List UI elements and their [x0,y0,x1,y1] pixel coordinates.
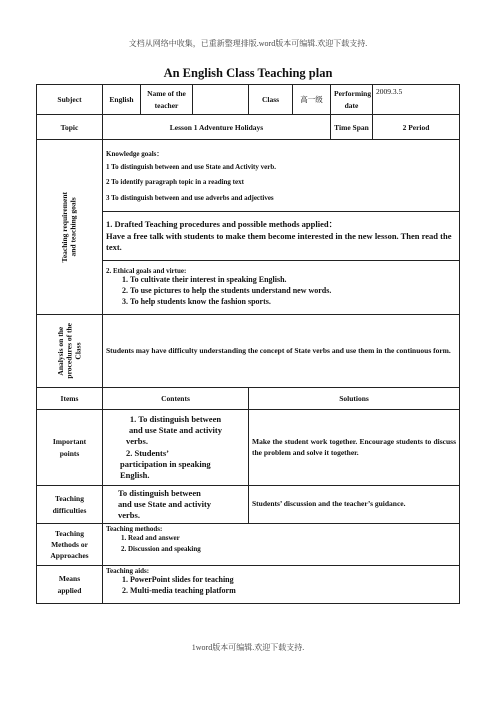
teacher-label-line2: teacher [154,100,179,110]
contents-header: Contents [103,388,249,410]
important-label [37,410,103,486]
methods-cell [103,524,460,566]
ethical-item: 1. To cultivate their interest in speaking English. [130,275,456,286]
methods-label-line2: Methods or [51,539,88,549]
knowledge-goal-2: 2 To identify paragraph topic in a reading text [106,178,244,187]
timespan-label: Time Span [331,115,373,140]
ethical-goals-cell [103,260,460,314]
page-title: An English Class Teaching plan [163,66,333,80]
topic-row [37,115,460,140]
ethical-item: 2. To use pictures to help the students understand new words. [130,286,456,297]
requirement-side-cell [37,140,103,315]
difficulties-content-line: verbs. [118,510,140,521]
requirement-side-line1: Teaching requirement [59,191,69,263]
timespan-value: 2 Period [373,115,460,140]
analysis-side-line3: Class [72,342,82,360]
difficulties-label [37,486,103,524]
important-points-row [37,410,460,486]
methods-row [37,524,460,566]
important-contents-cell [103,410,249,486]
important-content-line: 2. Students’ [126,447,169,458]
class-value: 高一级 [293,85,331,115]
important-contents [106,414,245,480]
important-content-line: 1. To distinguish between [129,414,222,425]
difficulties-contents [106,488,245,521]
knowledge-goals-cell [103,140,460,212]
footer-note: 1word版本可编辑.欢迎下载支持. [191,643,305,652]
items-header: Items [37,388,103,410]
means-label-line2: applied [57,585,82,595]
important-label-line1: Important [52,436,87,446]
drafted-procedures-cell [103,212,460,260]
knowledge-heading: Knowledge goals： [106,150,164,159]
difficulties-contents-cell [103,486,249,524]
ethical-item: 3. To help students know the fashion sports. [130,297,456,308]
knowledge-goals-row [37,140,460,212]
drafted-text: Have a free talk with students to make them become interested in the new lesson. Then read the text. [106,230,452,252]
solutions-header: Solutions [249,388,460,410]
class-label: Class [249,85,293,115]
ethical-heading: 2. Ethical goals and virtue: [106,266,187,275]
teacher-value [193,85,249,115]
means-label [37,566,103,604]
difficulties-content-line: To distinguish between [118,487,201,498]
methods-item: 2. Discussion and speaking [128,544,456,555]
difficulties-row [37,486,460,524]
analysis-side-label [57,323,83,379]
means-heading: Teaching aids: [106,567,150,575]
teacher-label [141,85,193,115]
knowledge-goal-1: 1 To distinguish between and use State and Activity verb. [106,162,276,171]
subject-label: Subject [37,85,103,115]
analysis-side-cell [37,315,103,388]
important-content-line: participation in speaking [120,458,211,469]
difficulties-label-line1: Teaching [55,493,84,503]
difficulties-content-line: and use State and activity [118,498,212,509]
header-note: 文档从网络中收集，已重新整理排版.word版本可编辑.欢迎下载支持. [128,39,368,48]
ethical-list [106,275,456,307]
knowledge-goal-3: 3 To distinguish between and use adverbs and adjectives [106,193,274,202]
means-item: 1. PowerPoint slides for teaching [130,575,456,586]
lesson-title: Lesson 1 Adventure Holidays [103,115,331,140]
analysis-row [37,315,460,388]
difficulties-solution: Students’ discussion and the teacher’s guidance. [249,486,460,524]
drafted-heading: 1. Drafted Teaching procedures and possible methods applied： [106,219,338,230]
methods-label-line3: Approaches [50,551,89,561]
important-solution: Make the student work together. Encourage students to discuss the problem and solve it together. [249,410,460,486]
important-content-line: verbs. [126,436,148,447]
subject-row [37,85,460,115]
requirement-side-label [61,192,78,263]
methods-list [106,533,456,555]
difficulties-label-line2: difficulties [52,505,87,515]
means-cell [103,566,460,604]
important-label-line2: points [59,448,80,458]
analysis-side-line2: procedures of the [64,323,74,379]
important-content-line: English. [120,469,150,480]
methods-label [37,524,103,566]
means-label-line1: Means [58,573,81,583]
topic-label: Topic [37,115,103,140]
performing-value: 2009.3.5 [373,85,460,115]
means-row [37,566,460,604]
analysis-text: Students may have difficulty understanding the concept of State verbs and use them in the continuous form. [103,315,460,388]
columns-header-row [37,388,460,410]
teaching-plan-table [36,84,460,604]
subject-value: English [103,85,141,115]
teacher-label-line1: Name of the [147,89,186,99]
performing-label [331,85,373,115]
means-item: 2. Multi-media teaching platform [130,586,456,597]
methods-label-line1: Teaching [55,528,84,538]
methods-heading: Teaching methods: [106,525,163,533]
methods-item: 1. Read and answer [128,533,456,544]
analysis-side-line1: Analysis on the [55,326,65,376]
important-content-line: and use State and activity [128,425,223,436]
requirement-side-line2: and teaching goals [68,197,78,257]
means-list [106,575,456,597]
performing-label-line2: date [344,100,359,110]
performing-label-line1: Performing [334,89,372,99]
